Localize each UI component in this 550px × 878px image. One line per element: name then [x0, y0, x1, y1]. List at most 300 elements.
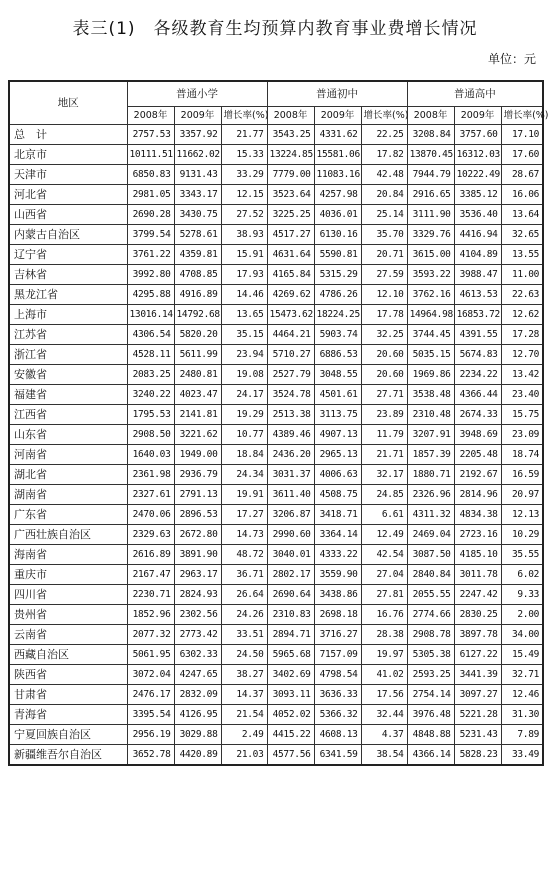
- value-cell: 3992.80: [127, 265, 174, 285]
- growth-rate-cell: 25.14: [361, 205, 407, 225]
- value-cell: 3402.69: [267, 665, 314, 685]
- value-cell: 3988.47: [454, 265, 501, 285]
- growth-rate-cell: 17.93: [221, 265, 267, 285]
- value-cell: 3438.86: [314, 585, 361, 605]
- value-cell: 3799.54: [127, 225, 174, 245]
- growth-rate-cell: 6.61: [361, 505, 407, 525]
- value-cell: 4257.98: [314, 185, 361, 205]
- value-cell: 5965.68: [267, 645, 314, 665]
- value-cell: 3225.25: [267, 205, 314, 225]
- group-header-junior: 普通初中: [267, 81, 407, 107]
- value-cell: 4331.62: [314, 125, 361, 145]
- value-cell: 4420.89: [174, 745, 221, 766]
- value-cell: 3441.39: [454, 665, 501, 685]
- growth-rate-cell: 2.00: [501, 605, 543, 625]
- value-cell: 4126.95: [174, 705, 221, 725]
- region-cell: 湖南省: [9, 485, 127, 505]
- value-cell: 4631.64: [267, 245, 314, 265]
- table-row: [9, 305, 543, 325]
- value-cell: 2774.66: [407, 605, 454, 625]
- region-cell: 安徽省: [9, 365, 127, 385]
- value-cell: 7779.00: [267, 165, 314, 185]
- value-cell: 4006.63: [314, 465, 361, 485]
- value-cell: 3207.91: [407, 425, 454, 445]
- region-cell: 江西省: [9, 405, 127, 425]
- value-cell: 4391.55: [454, 325, 501, 345]
- region-cell: 福建省: [9, 385, 127, 405]
- value-cell: 2832.09: [174, 685, 221, 705]
- growth-rate-cell: 38.54: [361, 745, 407, 766]
- unit-label: 单位：元: [487, 52, 536, 66]
- value-cell: 1795.53: [127, 405, 174, 425]
- subcol-growth: 增长率(%): [501, 107, 543, 125]
- table-row: [9, 445, 543, 465]
- region-cell: 总 计: [9, 125, 127, 145]
- value-cell: 4528.11: [127, 345, 174, 365]
- subcol-2008: 2008年: [127, 107, 174, 125]
- value-cell: 4269.62: [267, 285, 314, 305]
- region-cell: 河南省: [9, 445, 127, 465]
- value-cell: 7944.79: [407, 165, 454, 185]
- region-cell: 辽宁省: [9, 245, 127, 265]
- region-cell: 四川省: [9, 585, 127, 605]
- growth-rate-cell: 42.54: [361, 545, 407, 565]
- value-cell: 13870.45: [407, 145, 454, 165]
- region-cell: 广西壮族自治区: [9, 525, 127, 545]
- value-cell: 2247.42: [454, 585, 501, 605]
- value-cell: 2476.17: [127, 685, 174, 705]
- growth-rate-cell: 11.79: [361, 425, 407, 445]
- value-cell: 4907.13: [314, 425, 361, 445]
- value-cell: 3636.33: [314, 685, 361, 705]
- region-cell: 宁夏回族自治区: [9, 725, 127, 745]
- value-cell: 1857.39: [407, 445, 454, 465]
- value-cell: 3240.22: [127, 385, 174, 405]
- growth-rate-cell: 22.25: [361, 125, 407, 145]
- value-cell: 2436.20: [267, 445, 314, 465]
- region-cell: 海南省: [9, 545, 127, 565]
- value-cell: 3615.00: [407, 245, 454, 265]
- growth-rate-cell: 42.48: [361, 165, 407, 185]
- subcol-2009: 2009年: [454, 107, 501, 125]
- value-cell: 2830.25: [454, 605, 501, 625]
- value-cell: 6302.33: [174, 645, 221, 665]
- table-row: [9, 725, 543, 745]
- value-cell: 4464.21: [267, 325, 314, 345]
- growth-rate-cell: 15.33: [221, 145, 267, 165]
- value-cell: 2327.61: [127, 485, 174, 505]
- growth-rate-cell: 14.46: [221, 285, 267, 305]
- growth-rate-cell: 24.85: [361, 485, 407, 505]
- growth-rate-cell: 12.49: [361, 525, 407, 545]
- growth-rate-cell: 23.94: [221, 345, 267, 365]
- growth-rate-cell: 24.17: [221, 385, 267, 405]
- value-cell: 2192.67: [454, 465, 501, 485]
- growth-rate-cell: 19.08: [221, 365, 267, 385]
- growth-rate-cell: 33.49: [501, 745, 543, 766]
- growth-rate-cell: 24.26: [221, 605, 267, 625]
- growth-rate-cell: 14.73: [221, 525, 267, 545]
- value-cell: 2205.48: [454, 445, 501, 465]
- growth-rate-cell: 10.29: [501, 525, 543, 545]
- value-cell: 3206.87: [267, 505, 314, 525]
- growth-rate-cell: 17.28: [501, 325, 543, 345]
- table-row: [9, 145, 543, 165]
- value-cell: 2167.47: [127, 565, 174, 585]
- value-cell: 3716.27: [314, 625, 361, 645]
- value-cell: 3097.27: [454, 685, 501, 705]
- growth-rate-cell: 7.89: [501, 725, 543, 745]
- subcol-2008: 2008年: [267, 107, 314, 125]
- table-row: [9, 645, 543, 665]
- table-row: [9, 185, 543, 205]
- growth-rate-cell: 27.52: [221, 205, 267, 225]
- value-cell: 2990.60: [267, 525, 314, 545]
- growth-rate-cell: 12.13: [501, 505, 543, 525]
- value-cell: 4247.65: [174, 665, 221, 685]
- table-row: [9, 585, 543, 605]
- value-cell: 5315.29: [314, 265, 361, 285]
- value-cell: 16853.72: [454, 305, 501, 325]
- table-row: [9, 265, 543, 285]
- value-cell: 15473.62: [267, 305, 314, 325]
- value-cell: 3593.22: [407, 265, 454, 285]
- growth-rate-cell: 17.27: [221, 505, 267, 525]
- growth-rate-cell: 16.59: [501, 465, 543, 485]
- value-cell: 4306.54: [127, 325, 174, 345]
- growth-rate-cell: 38.93: [221, 225, 267, 245]
- value-cell: 2361.98: [127, 465, 174, 485]
- value-cell: 5710.27: [267, 345, 314, 365]
- value-cell: 2674.33: [454, 405, 501, 425]
- table-row: [9, 525, 543, 545]
- value-cell: 4036.01: [314, 205, 361, 225]
- table-row: [9, 165, 543, 185]
- value-cell: 5035.15: [407, 345, 454, 365]
- value-cell: 7157.09: [314, 645, 361, 665]
- growth-rate-cell: 41.02: [361, 665, 407, 685]
- value-cell: 3111.90: [407, 205, 454, 225]
- growth-rate-cell: 36.71: [221, 565, 267, 585]
- growth-rate-cell: 20.97: [501, 485, 543, 505]
- value-cell: 2791.13: [174, 485, 221, 505]
- table-row: [9, 425, 543, 445]
- value-cell: 3652.78: [127, 745, 174, 766]
- value-cell: 14964.98: [407, 305, 454, 325]
- value-cell: 4052.02: [267, 705, 314, 725]
- growth-rate-cell: 33.29: [221, 165, 267, 185]
- table-row: [9, 205, 543, 225]
- growth-rate-cell: 15.49: [501, 645, 543, 665]
- group-header-primary: 普通小学: [127, 81, 267, 107]
- growth-rate-cell: 15.91: [221, 245, 267, 265]
- value-cell: 2302.56: [174, 605, 221, 625]
- value-cell: 2894.71: [267, 625, 314, 645]
- value-cell: 2814.96: [454, 485, 501, 505]
- value-cell: 3976.48: [407, 705, 454, 725]
- value-cell: 3762.16: [407, 285, 454, 305]
- data-table: [8, 80, 549, 766]
- growth-rate-cell: 12.15: [221, 185, 267, 205]
- table-row: [9, 245, 543, 265]
- table-row: [9, 465, 543, 485]
- value-cell: 4295.88: [127, 285, 174, 305]
- growth-rate-cell: 34.00: [501, 625, 543, 645]
- region-cell: 北京市: [9, 145, 127, 165]
- value-cell: 2055.55: [407, 585, 454, 605]
- growth-rate-cell: 13.55: [501, 245, 543, 265]
- value-cell: 2470.06: [127, 505, 174, 525]
- growth-rate-cell: 27.81: [361, 585, 407, 605]
- growth-rate-cell: 6.02: [501, 565, 543, 585]
- growth-rate-cell: 24.34: [221, 465, 267, 485]
- value-cell: 2326.96: [407, 485, 454, 505]
- region-cell: 天津市: [9, 165, 127, 185]
- value-cell: 13224.85: [267, 145, 314, 165]
- value-cell: 2802.17: [267, 565, 314, 585]
- value-cell: 2616.89: [127, 545, 174, 565]
- growth-rate-cell: 32.44: [361, 705, 407, 725]
- value-cell: 2757.53: [127, 125, 174, 145]
- value-cell: 3093.11: [267, 685, 314, 705]
- value-cell: 3948.69: [454, 425, 501, 445]
- value-cell: 2981.05: [127, 185, 174, 205]
- region-cell: 内蒙古自治区: [9, 225, 127, 245]
- value-cell: 3357.92: [174, 125, 221, 145]
- value-cell: 4848.88: [407, 725, 454, 745]
- value-cell: 3611.40: [267, 485, 314, 505]
- growth-rate-cell: 24.50: [221, 645, 267, 665]
- value-cell: 2513.38: [267, 405, 314, 425]
- value-cell: 2593.25: [407, 665, 454, 685]
- value-cell: 3113.75: [314, 405, 361, 425]
- region-cell: 黑龙江省: [9, 285, 127, 305]
- growth-rate-cell: 35.55: [501, 545, 543, 565]
- value-cell: 2083.25: [127, 365, 174, 385]
- value-cell: 4165.84: [267, 265, 314, 285]
- subcol-2009: 2009年: [174, 107, 221, 125]
- region-cell: 贵州省: [9, 605, 127, 625]
- value-cell: 3524.78: [267, 385, 314, 405]
- value-cell: 5590.81: [314, 245, 361, 265]
- region-cell: 山东省: [9, 425, 127, 445]
- region-cell: 山西省: [9, 205, 127, 225]
- value-cell: 11662.02: [174, 145, 221, 165]
- value-cell: 4359.81: [174, 245, 221, 265]
- table-row: [9, 365, 543, 385]
- value-cell: 6341.59: [314, 745, 361, 766]
- growth-rate-cell: 4.37: [361, 725, 407, 745]
- value-cell: 1969.86: [407, 365, 454, 385]
- growth-rate-cell: 12.62: [501, 305, 543, 325]
- value-cell: 3031.37: [267, 465, 314, 485]
- growth-rate-cell: 20.84: [361, 185, 407, 205]
- region-cell: 湖北省: [9, 465, 127, 485]
- growth-rate-cell: 23.09: [501, 425, 543, 445]
- table-row: [9, 325, 543, 345]
- value-cell: 2141.81: [174, 405, 221, 425]
- value-cell: 6850.83: [127, 165, 174, 185]
- value-cell: 3072.04: [127, 665, 174, 685]
- value-cell: 4023.47: [174, 385, 221, 405]
- growth-rate-cell: 27.71: [361, 385, 407, 405]
- value-cell: 2690.64: [267, 585, 314, 605]
- growth-rate-cell: 11.00: [501, 265, 543, 285]
- value-cell: 3891.90: [174, 545, 221, 565]
- region-cell: 甘肃省: [9, 685, 127, 705]
- region-cell: 云南省: [9, 625, 127, 645]
- value-cell: 1880.71: [407, 465, 454, 485]
- growth-rate-cell: 35.15: [221, 325, 267, 345]
- value-cell: 3208.84: [407, 125, 454, 145]
- growth-rate-cell: 16.06: [501, 185, 543, 205]
- region-cell: 河北省: [9, 185, 127, 205]
- group-header-senior: 普通高中: [407, 81, 543, 107]
- value-cell: 5611.99: [174, 345, 221, 365]
- value-cell: 4613.53: [454, 285, 501, 305]
- value-cell: 4104.89: [454, 245, 501, 265]
- value-cell: 4577.56: [267, 745, 314, 766]
- value-cell: 5903.74: [314, 325, 361, 345]
- value-cell: 2936.79: [174, 465, 221, 485]
- value-cell: 3744.45: [407, 325, 454, 345]
- value-cell: 3395.54: [127, 705, 174, 725]
- value-cell: 4608.13: [314, 725, 361, 745]
- growth-rate-cell: 21.77: [221, 125, 267, 145]
- growth-rate-cell: 19.91: [221, 485, 267, 505]
- value-cell: 3897.78: [454, 625, 501, 645]
- table-row: [9, 485, 543, 505]
- value-cell: 3523.64: [267, 185, 314, 205]
- value-cell: 3538.48: [407, 385, 454, 405]
- table-row: [9, 665, 543, 685]
- value-cell: 3418.71: [314, 505, 361, 525]
- growth-rate-cell: 26.64: [221, 585, 267, 605]
- value-cell: 4366.14: [407, 745, 454, 766]
- growth-rate-cell: 22.63: [501, 285, 543, 305]
- value-cell: 3040.01: [267, 545, 314, 565]
- table-row: [9, 285, 543, 305]
- value-cell: 3385.12: [454, 185, 501, 205]
- region-cell: 江苏省: [9, 325, 127, 345]
- growth-rate-cell: 10.77: [221, 425, 267, 445]
- growth-rate-cell: 17.78: [361, 305, 407, 325]
- table-row: [9, 685, 543, 705]
- value-cell: 4366.44: [454, 385, 501, 405]
- growth-rate-cell: 21.54: [221, 705, 267, 725]
- value-cell: 4834.38: [454, 505, 501, 525]
- value-cell: 2329.63: [127, 525, 174, 545]
- growth-rate-cell: 18.84: [221, 445, 267, 465]
- growth-rate-cell: 20.60: [361, 365, 407, 385]
- value-cell: 3364.14: [314, 525, 361, 545]
- growth-rate-cell: 20.71: [361, 245, 407, 265]
- growth-rate-cell: 19.29: [221, 405, 267, 425]
- value-cell: 2963.17: [174, 565, 221, 585]
- growth-rate-cell: 18.74: [501, 445, 543, 465]
- value-cell: 5366.32: [314, 705, 361, 725]
- table-row: [9, 545, 543, 565]
- value-cell: 2310.83: [267, 605, 314, 625]
- growth-rate-cell: 13.42: [501, 365, 543, 385]
- growth-rate-cell: 12.10: [361, 285, 407, 305]
- growth-rate-cell: 13.64: [501, 205, 543, 225]
- table-row: [9, 225, 543, 245]
- region-cell: 陕西省: [9, 665, 127, 685]
- growth-rate-cell: 20.60: [361, 345, 407, 365]
- subcol-2009: 2009年: [314, 107, 361, 125]
- header-row-groups: [9, 81, 543, 107]
- growth-rate-cell: 32.65: [501, 225, 543, 245]
- value-cell: 14792.68: [174, 305, 221, 325]
- region-cell: 青海省: [9, 705, 127, 725]
- growth-rate-cell: 12.70: [501, 345, 543, 365]
- region-cell: 浙江省: [9, 345, 127, 365]
- value-cell: 6127.22: [454, 645, 501, 665]
- value-cell: 4185.10: [454, 545, 501, 565]
- value-cell: 2956.19: [127, 725, 174, 745]
- growth-rate-cell: 33.51: [221, 625, 267, 645]
- growth-rate-cell: 23.89: [361, 405, 407, 425]
- value-cell: 13016.14: [127, 305, 174, 325]
- table-row: [9, 605, 543, 625]
- value-cell: 4916.89: [174, 285, 221, 305]
- table-row: [9, 385, 543, 405]
- value-cell: 4415.22: [267, 725, 314, 745]
- table-body: [9, 125, 543, 766]
- value-cell: 3536.40: [454, 205, 501, 225]
- value-cell: 2773.42: [174, 625, 221, 645]
- value-cell: 2480.81: [174, 365, 221, 385]
- growth-rate-cell: 27.59: [361, 265, 407, 285]
- value-cell: 3221.62: [174, 425, 221, 445]
- growth-rate-cell: 21.03: [221, 745, 267, 766]
- growth-rate-cell: 31.30: [501, 705, 543, 725]
- value-cell: 1949.00: [174, 445, 221, 465]
- growth-rate-cell: 35.70: [361, 225, 407, 245]
- table-row: [9, 745, 543, 766]
- growth-rate-cell: 17.56: [361, 685, 407, 705]
- growth-rate-cell: 16.76: [361, 605, 407, 625]
- growth-rate-cell: 19.97: [361, 645, 407, 665]
- value-cell: 5305.38: [407, 645, 454, 665]
- value-cell: 10222.49: [454, 165, 501, 185]
- value-cell: 5674.83: [454, 345, 501, 365]
- region-cell: 广东省: [9, 505, 127, 525]
- growth-rate-cell: 32.25: [361, 325, 407, 345]
- table-row: [9, 405, 543, 425]
- value-cell: 2310.48: [407, 405, 454, 425]
- value-cell: 2723.16: [454, 525, 501, 545]
- subcol-growth: 增长率(%): [361, 107, 407, 125]
- growth-rate-cell: 28.67: [501, 165, 543, 185]
- value-cell: 9131.43: [174, 165, 221, 185]
- value-cell: 2230.71: [127, 585, 174, 605]
- growth-rate-cell: 48.72: [221, 545, 267, 565]
- value-cell: 4517.27: [267, 225, 314, 245]
- growth-rate-cell: 9.33: [501, 585, 543, 605]
- region-cell: 西藏自治区: [9, 645, 127, 665]
- growth-rate-cell: 17.82: [361, 145, 407, 165]
- value-cell: 3543.25: [267, 125, 314, 145]
- region-cell: 新疆维吾尔自治区: [9, 745, 127, 766]
- value-cell: 1852.96: [127, 605, 174, 625]
- table-row: [9, 505, 543, 525]
- value-cell: 2754.14: [407, 685, 454, 705]
- value-cell: 5278.61: [174, 225, 221, 245]
- growth-rate-cell: 32.71: [501, 665, 543, 685]
- value-cell: 3559.90: [314, 565, 361, 585]
